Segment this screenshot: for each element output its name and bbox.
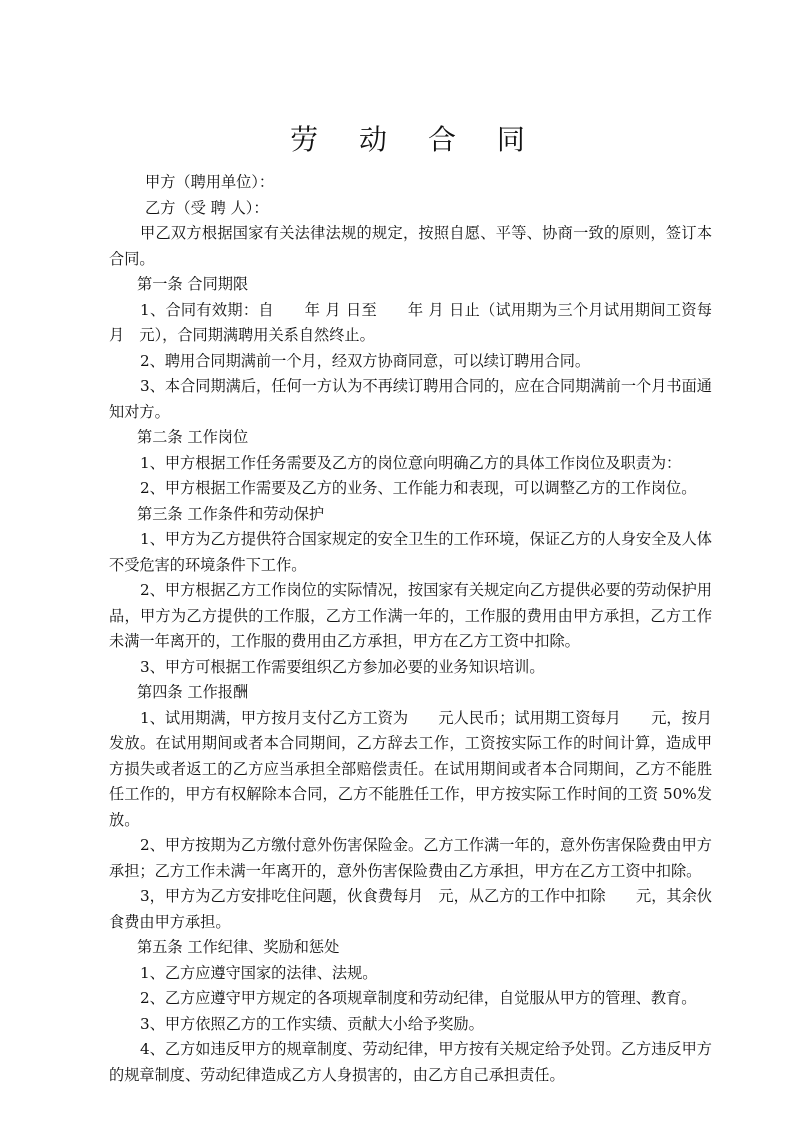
- document-title: 劳 动 合 同: [290, 123, 541, 156]
- clause-paragraph: 2、甲方根据乙方工作岗位的实际情况，按国家有关规定向乙方提供必要的劳动保护用品，甲方为乙方提供的工作服，乙方工作满一年的，工作服的费用由甲方承担，乙方工作未满一年离开的，工作服的费用由乙方承担，甲方在乙方工资中扣除。: [109, 581, 712, 650]
- clause-paragraph: 甲乙双方根据国家有关法律法规的规定，按照自愿、平等、协商一致的原则，签订本合同。: [109, 224, 712, 268]
- clause-paragraph: 1、甲方为乙方提供符合国家规定的安全卫生的工作环境，保证乙方的人身安全及人体不受危害的环境条件下工作。: [109, 530, 712, 574]
- clause-paragraph: 2、甲方根据工作需要及乙方的业务、工作能力和表现，可以调整乙方的工作岗位。: [140, 479, 697, 497]
- clause-paragraph: 1、甲方根据工作任务需要及乙方的岗位意向明确乙方的具体工作岗位及职责为：: [140, 453, 682, 472]
- clause-paragraph: 1、合同有效期：自 年 月 日至 年 月 日止（试用期为三个月试用期间工资每月 元），合同期满聘用关系自然终止。: [109, 300, 712, 344]
- section-heading: 第一条 合同期限: [137, 275, 249, 293]
- clause-paragraph: 3、甲方可根据工作需要组织乙方参加必要的业务知识培训。: [140, 657, 545, 676]
- section-heading: 第五条 工作纪律、奖励和惩处: [137, 938, 340, 956]
- clause-paragraph: 1、乙方应遵守国家的法律、法规。: [140, 963, 378, 982]
- clause-paragraph: 2、聘用合同期满前一个月，经双方协商同意，可以续订聘用合同。: [140, 351, 591, 370]
- party-line: 甲方（聘用单位）：: [145, 173, 275, 191]
- document-body: [109, 170, 712, 1088]
- clause-paragraph: 3、甲方依照乙方的工作实绩、贡献大小给予奖励。: [140, 1014, 484, 1033]
- section-heading: 第二条 工作岗位: [137, 428, 249, 446]
- party-line: 乙方（受 聘 人）：: [145, 198, 269, 217]
- clause-paragraph: 4、乙方如违反甲方的规章制度、劳动纪律，甲方按有关规定给予处罚。乙方违反甲方的规章制度、劳动纪律造成乙方人身损害的，由乙方自己承担责任。: [109, 1040, 712, 1084]
- clause-paragraph: 3，甲方为乙方安排吃住问题，伙食费每月 元，从乙方的工作中扣除 元，其余伙食费由甲方承担。: [109, 887, 712, 931]
- section-heading: 第三条 工作条件和劳动保护: [137, 504, 325, 523]
- clause-paragraph: 1、试用期满，甲方按月支付乙方工资为 元人民币；试用期工资每月 元，按月发放。在试用期间或者本合同期间，乙方辞去工作，工资按实际工作的时间计算，造成甲方损失或者返工的乙方应当承担全部赔偿责任。在试用期间或者本合同期间，乙方不能胜任工作的，甲方有权解除本合同，乙方不能胜任工作，甲方按实际工作时间的工资 50%发放。: [109, 708, 712, 829]
- clause-paragraph: 3、本合同期满后，任何一方认为不再续订聘用合同的，应在合同期满前一个月书面通知对方。: [109, 377, 712, 421]
- clause-paragraph: 2、乙方应遵守甲方规定的各项规章制度和劳动纪律，自觉服从甲方的管理、教育。: [140, 989, 697, 1007]
- clause-paragraph: 2、甲方按期为乙方缴付意外伤害保险金。乙方工作满一年的，意外伤害保险费由甲方承担；乙方工作未满一年离开的，意外伤害保险费由乙方承担，甲方在乙方工资中扣除。: [109, 836, 712, 880]
- section-heading: 第四条 工作报酬: [137, 683, 249, 701]
